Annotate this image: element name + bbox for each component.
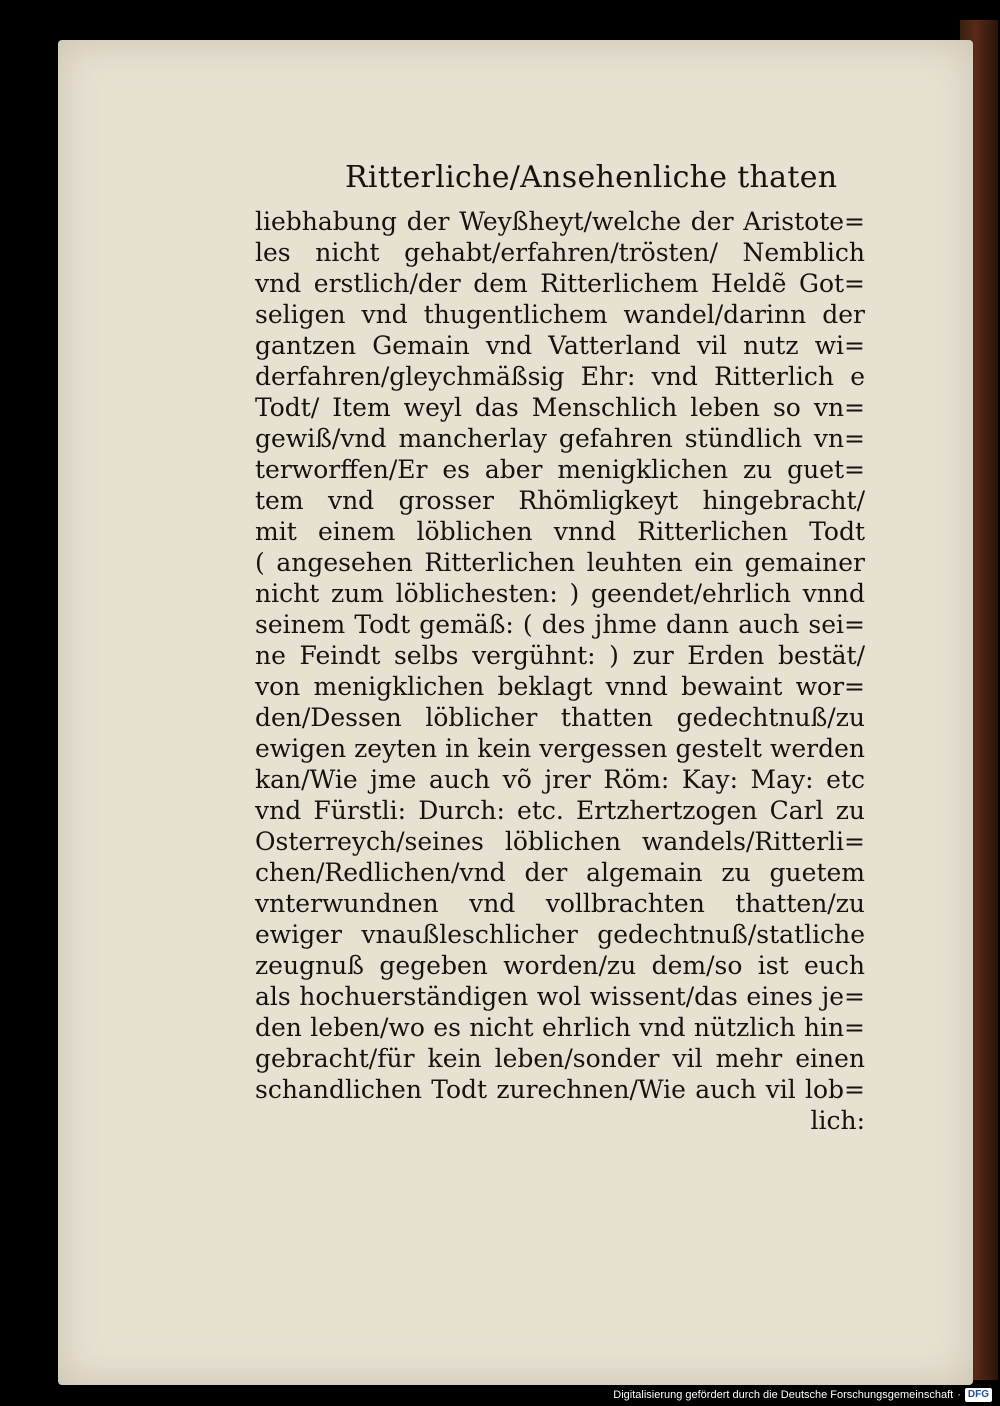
text-line: seinem Todt gemäß: ( des jhme dann auch sei= — [255, 610, 865, 639]
text-line: gewiß/vnd mancherlay gefahren stündlich vn= — [255, 424, 865, 453]
text-line: ne Feindt selbs vergühnt: ) zur Erden bestät/ — [255, 641, 865, 670]
text-line: mit einem löblichen vnnd Ritterlichen Todt — [255, 517, 865, 546]
text-line: liebhabung der Weyßheyt/welche der Aristote= — [255, 207, 865, 236]
text-line: chen/Redlichen/vnd der algemain zu guetem — [255, 858, 865, 887]
text-line: ewiger vnaußleschlicher gedechtnuß/statliche — [255, 920, 865, 949]
text-line: ewigen zeyten in kein vergessen gestelt werden — [255, 734, 865, 763]
text-line: von menigklichen beklagt vnnd bewaint wor= — [255, 672, 865, 701]
text-line: tem vnd grosser Rhömligkeyt hingebracht/ — [255, 486, 865, 515]
text-line: den leben/wo es nicht ehrlich vnd nützlich hin= — [255, 1013, 865, 1042]
text-line: derfahren/gleychmäßsig Ehr: vnd Ritterlich e — [255, 362, 865, 391]
text-line: ( angesehen Ritterlichen leuhten ein gemainer — [255, 548, 865, 577]
text-line: vnd erstlich/der dem Ritterlichem Heldẽ Got= — [255, 269, 865, 298]
footer-separator: · — [957, 1389, 961, 1401]
text-line: seligen vnd thugentlichem wandel/darinn der — [255, 300, 865, 329]
body-text — [255, 206, 865, 1136]
text-line: Todt/ Item weyl das Menschlich leben so vn= — [255, 393, 865, 422]
text-line: les nicht gehabt/erfahren/trösten/ Nemblich — [255, 238, 865, 267]
text-line: Osterreych/seines löblichen wandels/Ritterli= — [255, 827, 865, 856]
running-head: Ritterliche/Ansehenliche thaten — [345, 160, 838, 195]
text-line: vnd Fürstli: Durch: etc. Ertzhertzogen Carl zu — [255, 796, 865, 825]
footer — [613, 1386, 992, 1404]
text-line: lich: — [810, 1106, 865, 1135]
text-line: gebracht/für kein leben/sonder vil mehr einen — [255, 1044, 865, 1073]
text-line: nicht zum löblichesten: ) geendet/ehrlich vnnd — [255, 579, 865, 608]
text-line: zeugnuß gegeben worden/zu dem/so ist euch — [255, 951, 865, 980]
funding-note: Digitalisierung gefördert durch die Deutsche Forschungsgemeinschaft — [613, 1389, 954, 1401]
text-line: gantzen Gemain vnd Vatterland vil nutz wi= — [255, 331, 865, 360]
text-line: als hochuerständigen wol wissent/das eines je= — [255, 982, 865, 1011]
text-line: den/Dessen löblicher thatten gedechtnuß/zu — [255, 703, 865, 732]
text-line: schandlichen Todt zurechnen/Wie auch vil lob= — [255, 1075, 865, 1104]
text-line: vnterwundnen vnd vollbrachten thatten/zu — [255, 889, 865, 918]
text-line: kan/Wie jme auch võ jrer Röm: Kay: May: etc — [255, 765, 865, 794]
text-line: terworffen/Er es aber menigklichen zu guet= — [255, 455, 865, 484]
dfg-logo-icon: DFG — [965, 1388, 992, 1402]
